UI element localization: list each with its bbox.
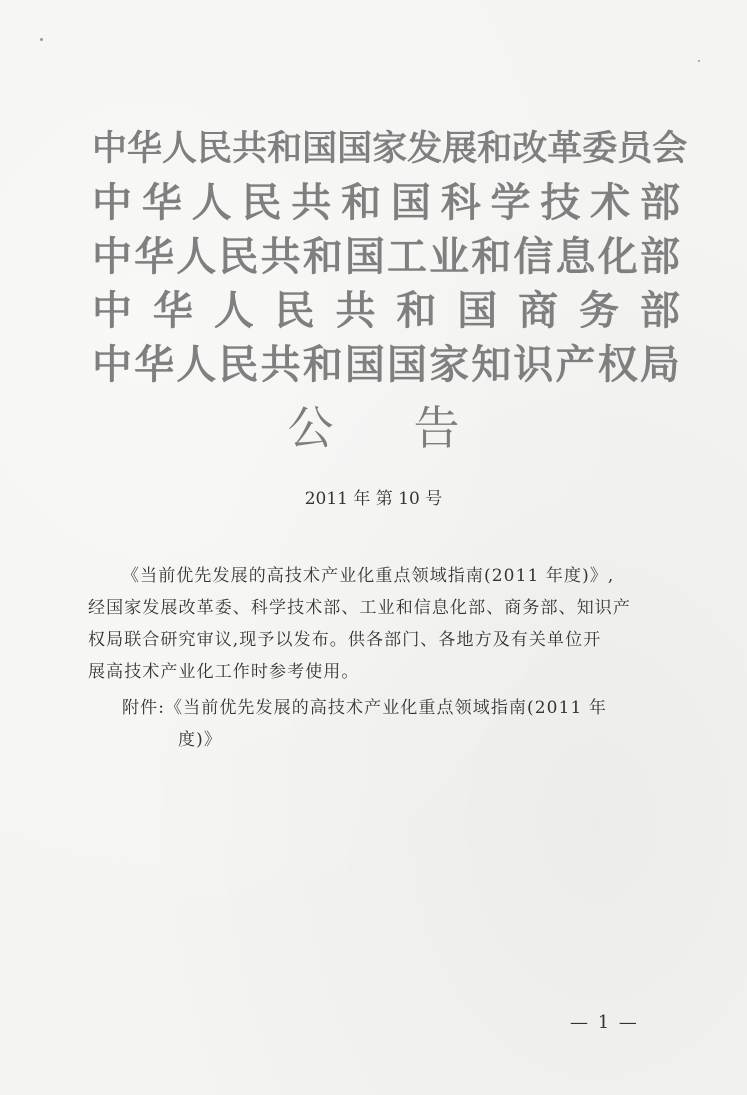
issuer-char: 局	[639, 341, 680, 388]
issuer-char: 员	[617, 128, 653, 169]
issuer-char: 中	[92, 128, 128, 169]
issuer-char: 技	[540, 179, 581, 226]
issuer-char: 民	[218, 341, 259, 388]
issuer-ndrc	[92, 122, 688, 176]
issuer-char: 和	[471, 233, 512, 280]
issuer-char: 息	[555, 233, 596, 280]
issuer-char: 术	[590, 179, 631, 226]
issuing-authorities	[92, 122, 688, 392]
issuer-char: 识	[513, 341, 554, 388]
issuer-char: 华	[152, 287, 193, 334]
issuer-char: 中	[92, 341, 132, 388]
attachment-line: 度)》	[178, 730, 222, 750]
issuer-most	[92, 176, 680, 230]
body-line: 《当前优先发展的高技术产业化重点领域指南(2011 年度)》,	[122, 566, 615, 586]
issuer-char: 中	[92, 233, 132, 280]
issuer-char: 部	[639, 287, 680, 334]
issuer-miit	[92, 230, 680, 284]
issuer-char: 会	[652, 128, 688, 169]
issuer-char: 部	[639, 233, 680, 280]
issuer-char: 共	[232, 128, 268, 169]
issuer-char: 国	[337, 128, 373, 169]
issuer-char: 信	[513, 233, 554, 280]
issuer-char: 国	[344, 233, 385, 280]
issuer-char: 人	[162, 128, 198, 169]
issuer-char: 国	[344, 341, 385, 388]
issuer-char: 人	[176, 341, 217, 388]
body-line: 经国家发展改革委、科学技术部、工业和信息化部、商务部、知识产	[88, 598, 631, 618]
issuer-char: 国	[457, 287, 498, 334]
issuer-char: 民	[274, 287, 315, 334]
issuer-char: 民	[218, 233, 259, 280]
document-number: 2011 年 第 10 号	[304, 489, 443, 509]
body-line: 权局联合研究审议,现予以发布。供各部门、各地方及有关单位开	[88, 630, 602, 650]
document-body	[88, 560, 676, 756]
issuer-char: 产	[555, 341, 596, 388]
issuer-char: 共	[335, 287, 376, 334]
issuer-char: 华	[141, 179, 182, 226]
issuer-char: 革	[547, 128, 583, 169]
issuer-char: 工	[386, 233, 427, 280]
issuer-char: 展	[442, 128, 478, 169]
issuer-char: 华	[134, 233, 175, 280]
body-line: 展高技术产业化工作时参考使用。	[88, 662, 360, 682]
issuer-char: 科	[440, 179, 481, 226]
issuer-char: 商	[518, 287, 559, 334]
issuer-char: 委	[582, 128, 618, 169]
issuer-char: 和	[477, 128, 513, 169]
issuer-char: 化	[597, 233, 638, 280]
issuer-char: 民	[197, 128, 233, 169]
attachment-line: 附件:《当前优先发展的高技术产业化重点领域指南(2011 年	[122, 698, 608, 718]
issuer-char: 和	[267, 128, 303, 169]
issuer-sipo	[92, 338, 680, 392]
issuer-char: 家	[372, 128, 408, 169]
issuer-char: 民	[241, 179, 282, 226]
issuer-char: 和	[396, 287, 437, 334]
issuer-char: 华	[127, 128, 163, 169]
issuer-char: 发	[407, 128, 443, 169]
issuer-char: 中	[92, 179, 132, 226]
issuer-char: 业	[429, 233, 470, 280]
issuer-char: 权	[597, 341, 638, 388]
document-title: 公告	[287, 401, 540, 455]
issuer-char: 华	[134, 341, 175, 388]
issuer-char: 国	[302, 128, 338, 169]
scan-speck	[698, 60, 700, 62]
page-number: — 1 —	[570, 1012, 639, 1033]
issuer-char: 和	[302, 341, 343, 388]
issuer-char: 共	[260, 341, 301, 388]
issuer-char: 共	[260, 233, 301, 280]
issuer-char: 人	[191, 179, 232, 226]
issuer-char: 家	[429, 341, 470, 388]
issuer-char: 人	[213, 287, 254, 334]
issuer-char: 改	[512, 128, 548, 169]
issuer-char: 和	[302, 233, 343, 280]
issuer-char: 学	[490, 179, 531, 226]
issuer-char: 共	[291, 179, 332, 226]
issuer-mofcom	[92, 284, 680, 338]
issuer-char: 知	[471, 341, 512, 388]
issuer-char: 务	[579, 287, 619, 334]
issuer-char: 人	[176, 233, 217, 280]
issuer-char: 中	[92, 287, 132, 334]
issuer-char: 和	[341, 179, 382, 226]
issuer-char: 国	[390, 179, 431, 226]
issuer-char: 国	[386, 341, 427, 388]
issuer-char: 部	[639, 179, 680, 226]
scan-speck	[40, 38, 43, 41]
